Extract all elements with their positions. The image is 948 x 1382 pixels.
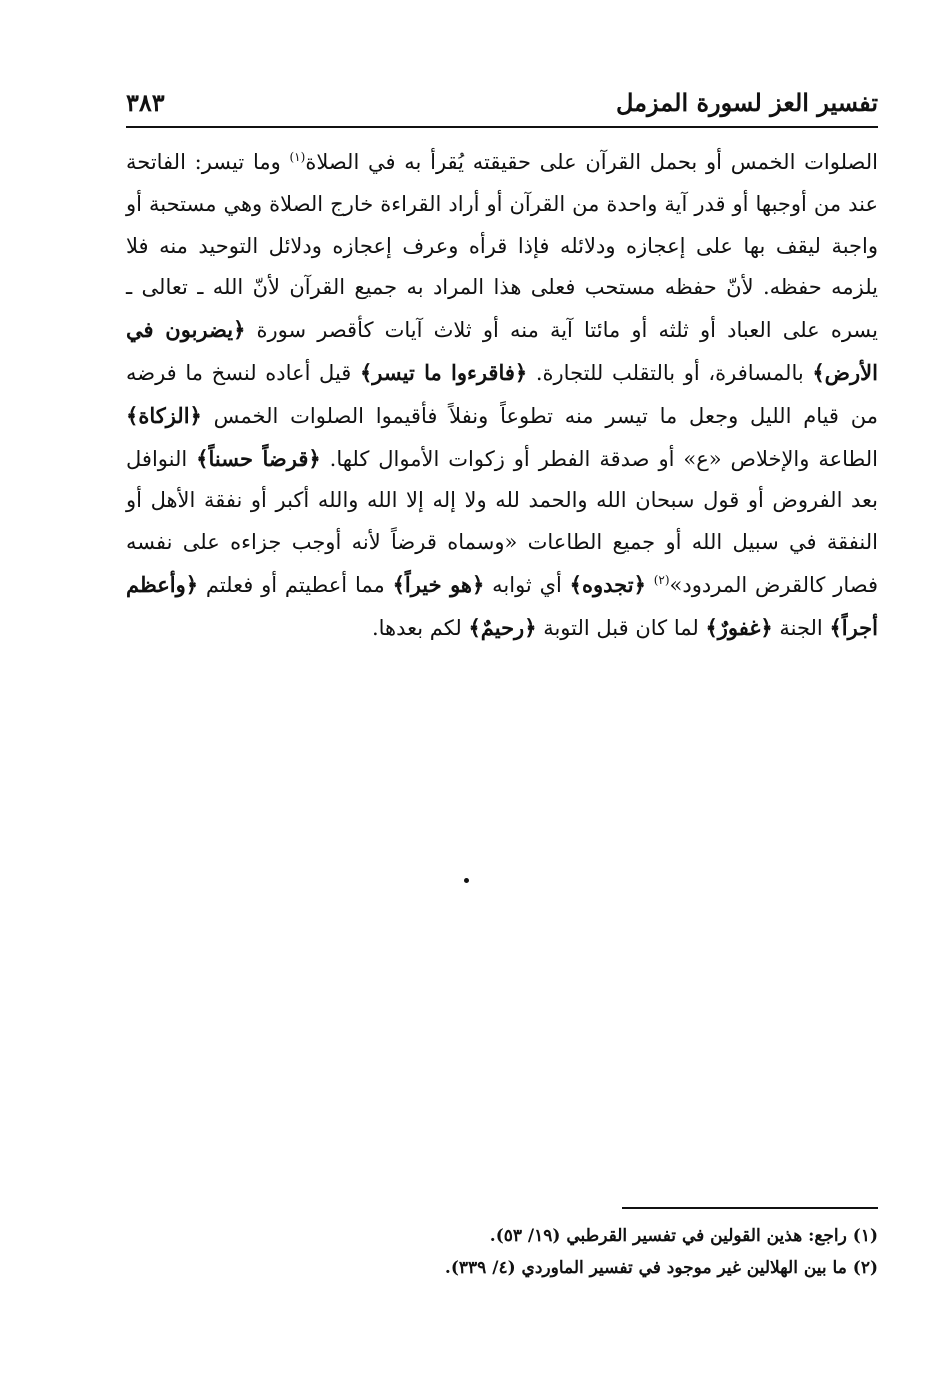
text-segment: مما أعطيتم أو فعلتم bbox=[198, 572, 393, 597]
quran-bracket-open: ﴿ bbox=[308, 445, 321, 471]
text-segment: الطاعة والإخلاص «ع» أو صدقة الفطر أو زكوات الأموال كلها. bbox=[320, 446, 879, 471]
text-segment: أي ثوابه bbox=[484, 572, 570, 597]
quran-bracket-close: ﴾ bbox=[705, 614, 718, 640]
quran-bracket-open: ﴿ bbox=[189, 402, 202, 428]
header-rule bbox=[126, 126, 878, 128]
running-title: تفسير العز لسورة المزمل bbox=[616, 88, 878, 117]
text-segment: الجنة bbox=[772, 615, 830, 640]
quran-bracket-close: ﴾ bbox=[829, 614, 842, 640]
text-segment: النوافل بعد الفروض أو قول سبحان الله والحمد لله ولا إله إلا الله والله أكبر أو نفقة الأهل أو النفقة في سبيل الله أو جميع الطاعات «وسماه قرضاً لأنه أوجب جزاءه على نفسه فصار كالقرض المردود» bbox=[126, 446, 878, 597]
quran-phrase: قرضاً حسناً bbox=[208, 445, 309, 471]
footnote-rule bbox=[622, 1207, 878, 1209]
footnote-2: (٢) ما بين الهلالين غير موجود في تفسير الماوردي (٤/ ٣٣٩). bbox=[444, 1258, 878, 1278]
quran-phrase: وأعظم أجراً bbox=[126, 571, 878, 640]
text-segment: بالمسافرة، أو بالتقلب للتجارة. bbox=[527, 360, 813, 385]
quran-bracket-open: ﴿ bbox=[514, 359, 528, 385]
quran-bracket-open: ﴿ bbox=[472, 571, 485, 597]
text-segment: قيل أعاده لنسخ ما فرضه من قيام الليل وجعل ما تيسر منه تطوعاً ونفلاً فأقيموا الصلوات الخمس bbox=[126, 360, 878, 428]
footnote-reference: (٢) bbox=[653, 572, 670, 587]
footnote-1: (١) راجع: هذين القولين في تفسير القرطبي (١٩/ ٥٣). bbox=[489, 1226, 878, 1246]
commentary-paragraph bbox=[126, 142, 878, 650]
text-segment bbox=[646, 573, 654, 597]
quran-phrase: الزكاة bbox=[138, 402, 190, 428]
text-segment: لما كان قبل التوبة bbox=[536, 615, 706, 640]
quran-bracket-close: ﴾ bbox=[812, 359, 825, 385]
footnotes bbox=[126, 1220, 878, 1284]
quran-phrase: يضربون في الأرض bbox=[126, 317, 878, 385]
footnote-reference: (١) bbox=[289, 150, 306, 164]
quran-phrase: رحيمٌ bbox=[480, 614, 525, 640]
quran-bracket-open: ﴿ bbox=[760, 614, 773, 640]
quran-bracket-open: ﴿ bbox=[233, 317, 246, 343]
text-segment: وما تيسر: الفاتحة عند من أوجبها أو قدر آية واحدة من القرآن أو أراد القراءة خارج الصلاة وهي مستحبة أو واجبة ليقف بها على إعجازه ودلائله فإذا قرأه وعرف إعجازه ودلائل التوحيد منه فلا يلزمه حفظه. لأنّ حفظه مستحب فعلى هذا المراد به جميع القرآن لأنّ الله ـ تعالى ـ يسره على العباد أو ثلثه أو مائتا آية منه أو ثلاث آيات كأقصر سورة bbox=[126, 150, 878, 343]
quran-bracket-close: ﴾ bbox=[569, 571, 582, 597]
quran-bracket-open: ﴿ bbox=[524, 614, 537, 640]
page-number: ٣٨٣ bbox=[126, 88, 165, 117]
text-segment: لكم بعدها. bbox=[371, 615, 469, 640]
quran-bracket-close: ﴾ bbox=[359, 359, 373, 385]
body-text bbox=[126, 142, 878, 650]
quran-phrase: تجدوه bbox=[581, 571, 634, 597]
quran-bracket-close: ﴾ bbox=[392, 571, 405, 597]
quran-bracket-close: ﴾ bbox=[468, 614, 481, 640]
quran-bracket-open: ﴿ bbox=[633, 571, 646, 597]
quran-bracket-close: ﴾ bbox=[126, 402, 139, 428]
quran-bracket-open: ﴿ bbox=[185, 571, 199, 597]
quran-phrase: فاقرءوا ما تيسر bbox=[372, 359, 515, 385]
decorative-dot bbox=[464, 878, 469, 883]
quran-phrase: هو خيراً bbox=[404, 571, 472, 597]
page-header bbox=[126, 86, 878, 126]
text-segment: الصلوات الخمس أو بحمل القرآن على حقيقته يُقرأ به في الصلاة bbox=[305, 150, 878, 174]
quran-phrase: غفورٌ bbox=[717, 614, 761, 640]
quran-bracket-close: ﴾ bbox=[196, 445, 209, 471]
